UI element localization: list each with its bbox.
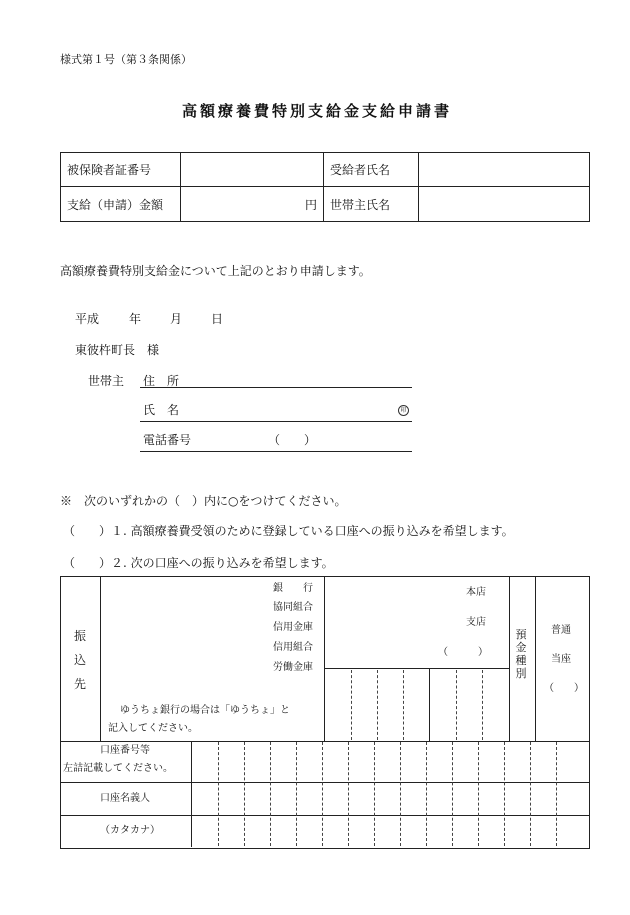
insured-number-field[interactable] bbox=[181, 153, 324, 187]
head-office: 本店 bbox=[466, 587, 486, 598]
account-number-label: 口座番号等 bbox=[100, 745, 150, 756]
type-credit-union: 信用組合 bbox=[273, 642, 313, 653]
insured-number-label: 被保険者証番号 bbox=[61, 153, 181, 187]
amount-field[interactable] bbox=[181, 187, 324, 222]
date-year: 年 bbox=[129, 312, 142, 326]
type-cooperative: 協同組合 bbox=[273, 602, 313, 613]
date-day: 日 bbox=[211, 312, 224, 326]
account-number-note: 左詰記載してください。 bbox=[63, 763, 173, 774]
form-number: 様式第１号（第３条関係） bbox=[60, 53, 192, 66]
address-label: 住 所 bbox=[143, 374, 180, 388]
recipient-name-field[interactable] bbox=[419, 153, 590, 187]
page-title: 高額療養費特別支給金支給申請書 bbox=[182, 102, 453, 120]
type-shinkin: 信用金庫 bbox=[273, 622, 313, 633]
transfer-destination-label: 振 込 先 bbox=[73, 629, 86, 691]
householder-name-field[interactable] bbox=[419, 187, 590, 222]
applicant-info-table bbox=[60, 152, 590, 222]
katakana-label: （カタカナ） bbox=[100, 825, 160, 836]
branch-paren: （ ） bbox=[438, 647, 488, 658]
type-ordinary[interactable]: 普通 bbox=[551, 625, 571, 636]
yucho-note-2: 記入してください。 bbox=[108, 723, 198, 734]
date-era: 平成 bbox=[75, 312, 100, 326]
date-month: 月 bbox=[170, 312, 183, 326]
phone-paren: （ ） bbox=[268, 433, 317, 447]
type-checking[interactable]: 当座 bbox=[551, 654, 571, 665]
householder-label: 世帯主 bbox=[88, 374, 125, 388]
option-2[interactable]: （ ）２. 次の口座への振り込みを希望します。 bbox=[63, 556, 334, 570]
type-bank: 銀 行 bbox=[273, 583, 313, 594]
addressee: 東彼杵町長 様 bbox=[75, 343, 160, 357]
seal-icon: 印 bbox=[398, 405, 409, 416]
option-1[interactable]: （ ）１. 高額療養費受領のために登録している口座への振り込みを希望します。 bbox=[63, 524, 514, 538]
name-label: 氏 名 bbox=[143, 403, 180, 417]
yen-unit: 円 bbox=[304, 197, 317, 212]
notice-text: ※ 次のいずれかの（ ）内に○をつけてください。 bbox=[60, 494, 347, 508]
name-field-line[interactable] bbox=[140, 421, 412, 422]
branch-office: 支店 bbox=[466, 617, 486, 628]
statement-text: 高額療養費特別支給金について上記のとおり申請します。 bbox=[60, 264, 371, 278]
householder-name-label: 世帯主氏名 bbox=[324, 187, 419, 222]
yucho-note-1: ゆうちょ銀行の場合は「ゆうちょ」と bbox=[120, 705, 290, 716]
phone-field-line[interactable] bbox=[140, 451, 412, 452]
type-labor-bank: 労働金庫 bbox=[273, 662, 313, 673]
deposit-type-label: 預 金 種 別 bbox=[515, 628, 527, 680]
account-holder-label: 口座名義人 bbox=[100, 793, 150, 804]
type-paren: （ ） bbox=[544, 683, 584, 694]
amount-label: 支給（申請）金額 bbox=[61, 187, 181, 222]
phone-label: 電話番号 bbox=[143, 433, 192, 447]
recipient-name-label: 受給者氏名 bbox=[324, 153, 419, 187]
address-field-line[interactable] bbox=[140, 387, 412, 388]
